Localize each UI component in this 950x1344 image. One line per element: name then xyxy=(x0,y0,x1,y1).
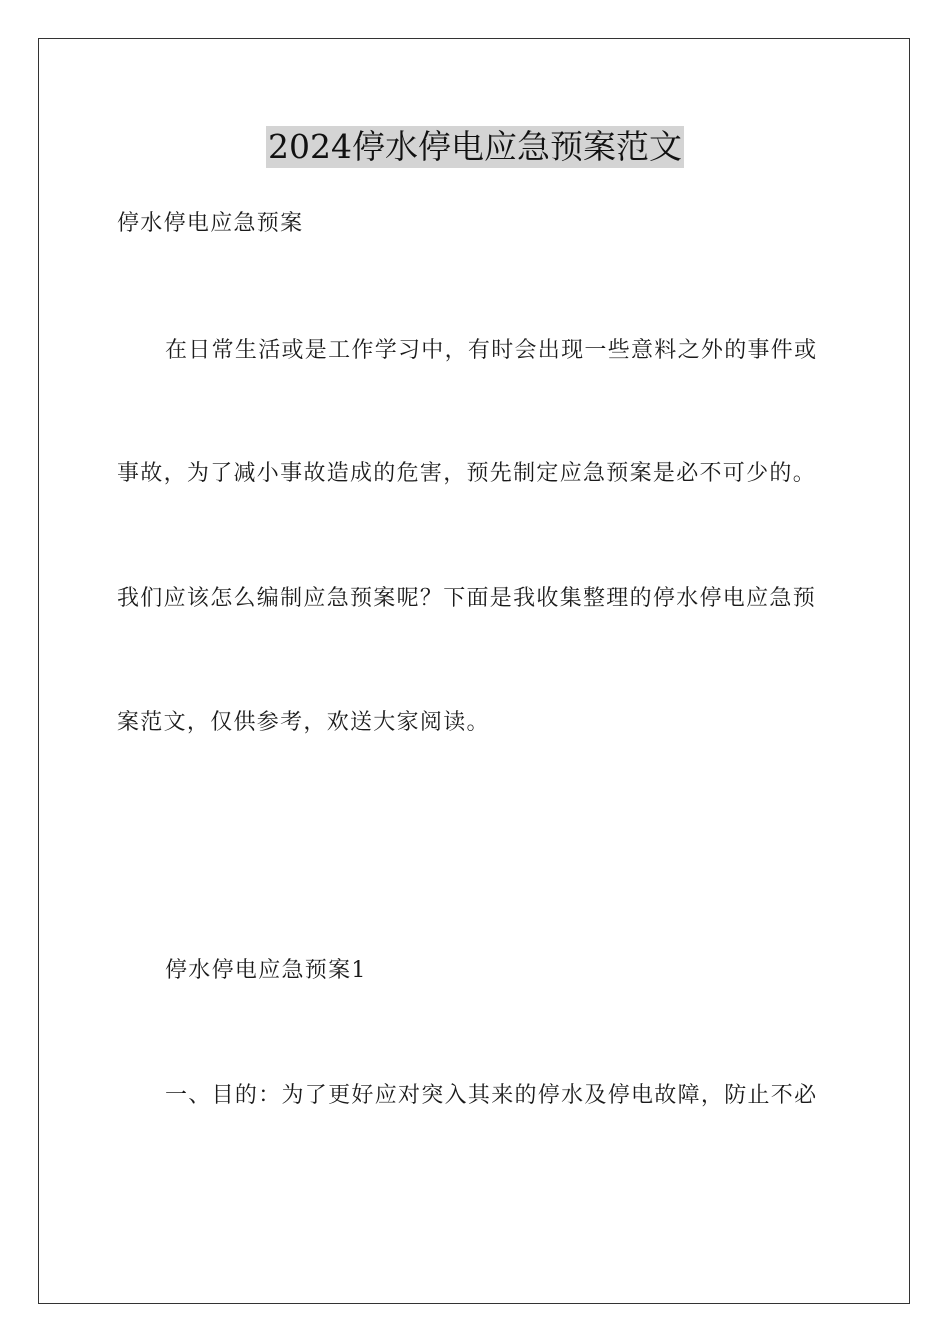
intro-line-2: 事故，为了减小事故造成的危害，预先制定应急预案是必不可少的。 xyxy=(117,461,817,486)
title-container xyxy=(0,126,950,168)
intro-line-1: 在日常生活或是工作学习中，有时会出现一些意料之外的事件或 xyxy=(165,338,818,363)
document-subtitle: 停水停电应急预案 xyxy=(117,211,304,236)
section-heading: 停水停电应急预案1 xyxy=(165,958,367,983)
intro-line-4: 案范文，仅供参考，欢送大家阅读。 xyxy=(117,710,490,735)
section-first-line: 一、目的：为了更好应对突入其来的停水及停电故障，防止不必 xyxy=(165,1083,818,1108)
document-title: 2024停水停电应急预案范文 xyxy=(268,127,682,166)
intro-line-3: 我们应该怎么编制应急预案呢？下面是我收集整理的停水停电应急预 xyxy=(117,586,817,611)
